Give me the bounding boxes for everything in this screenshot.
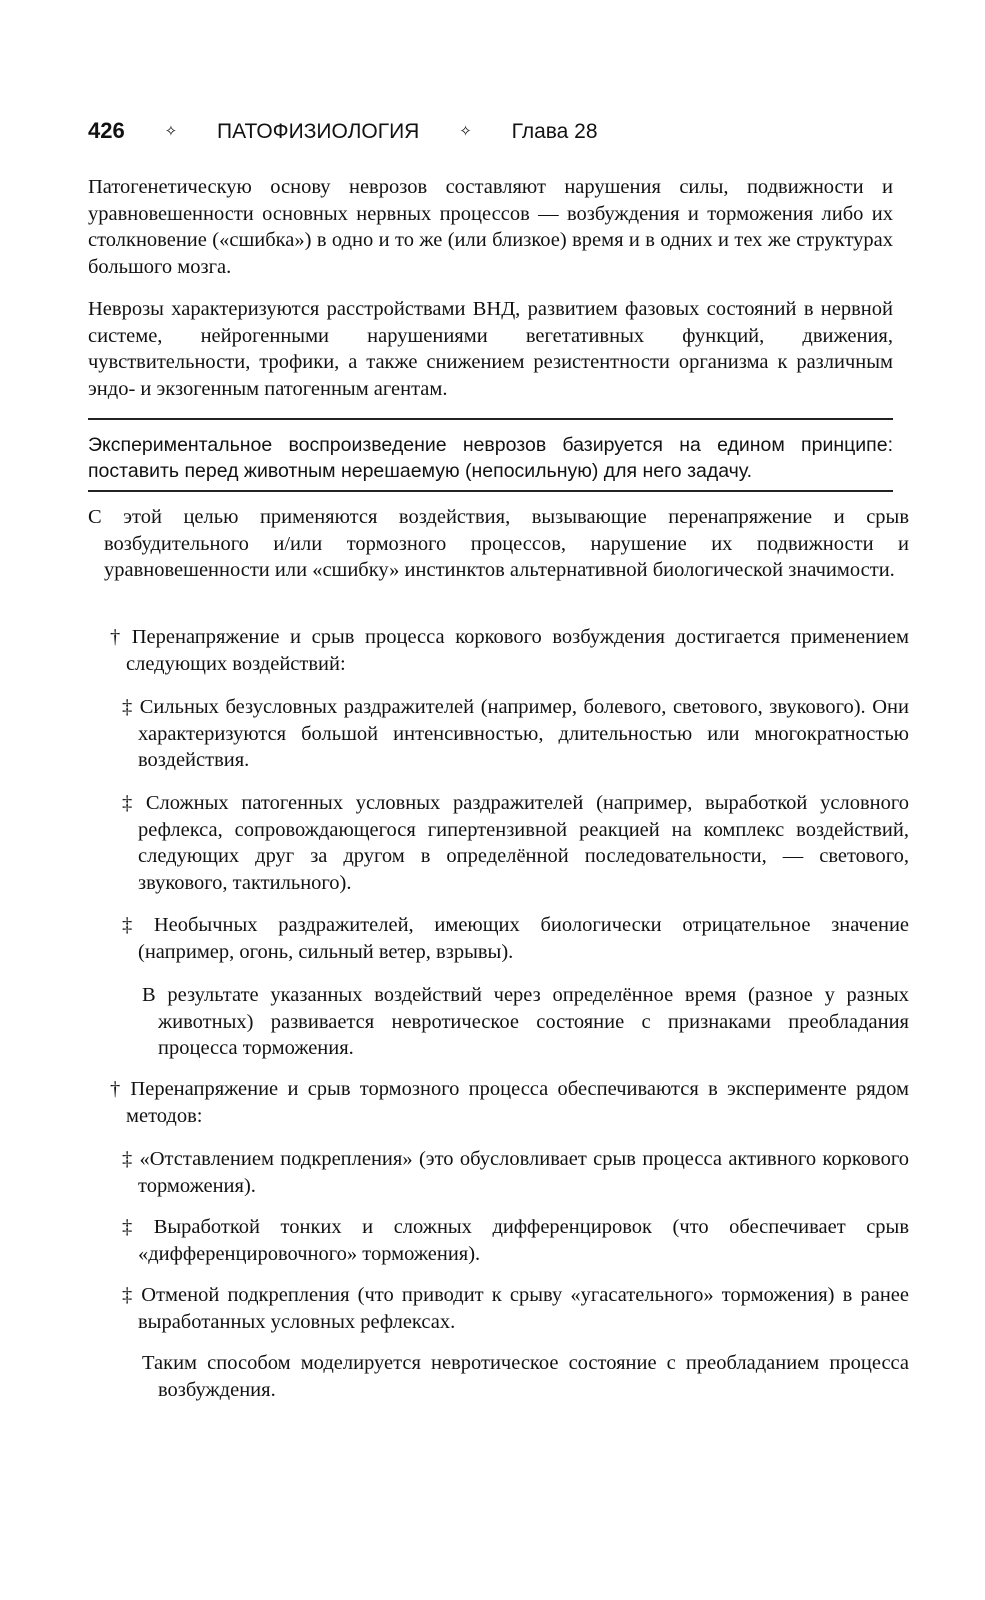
book-title: ПАТОФИЗИОЛОГИЯ (216, 120, 420, 143)
list2-item (122, 1146, 909, 1199)
double-dagger-marker: ‡ (122, 696, 134, 718)
running-header (88, 118, 893, 145)
double-dagger-marker: ‡ (122, 1284, 136, 1306)
double-dagger-marker: ‡ (122, 914, 148, 936)
list1-item (122, 912, 909, 965)
double-dagger-marker: ‡ (122, 792, 140, 814)
list1-item (122, 694, 909, 774)
chapter-label: Глава 28 (511, 120, 598, 143)
list2-conclusion: Таким способом моделируется невротическое состояние с преобладанием процесса возбуждения. (142, 1352, 909, 1401)
list2-intro-text: Перенапряжение и срыв тормозного процесса обеспечиваются в эксперименте рядом методов: (126, 1078, 910, 1127)
list1-item-text: Сильных безусловных раздражителей (например, болевого, светового, звукового). Они характеризуются большой интенсивностью, длительностью или многократностью воздействия. (138, 696, 910, 771)
dagger-marker: † (110, 1078, 125, 1100)
highlight-box (88, 418, 893, 492)
double-dagger-marker: ‡ (122, 1148, 134, 1170)
list1-item-text: Сложных патогенных условных раздражителей (например, выработкой условного рефлекса, сопровождающегося гипертензивной реакцией на комплекс воздействий, следующих друг за другом в определённой последовательности, — светового, звукового, тактильного). (138, 792, 910, 894)
paragraph-methods: С этой целью применяются воздействия, вызывающие перенапряжение и срыв возбудительного и/или тормозного процессов, нарушение их подвижности и уравновешенности или «сшибку» инстинктов альтернативной биологической значимости. (88, 506, 909, 581)
page-number: 426 (88, 118, 125, 143)
list1-item-text: Необычных раздражителей, имеющих биологически отрицательное значение (например, огонь, сильный ветер, взрывы). (138, 914, 910, 963)
dagger-marker: † (110, 626, 126, 648)
double-dagger-marker: ‡ (122, 1216, 148, 1238)
separator-diamond-icon: ✧ (459, 123, 472, 140)
separator-diamond-icon: ✧ (164, 123, 178, 140)
paragraph-pathogenesis: Патогенетическую основу неврозов составляют нарушения силы, подвижности и уравновешенности основных нервных процессов — возбуждения и торможения либо их столкновение («сшибка») в одно и то же (или близкое) время и в одних и тех же структурах большого мозга. (88, 176, 893, 278)
highlight-text: Экспериментальное воспроизведение неврозов базируется на едином принципе: поставить перед животным нерешаемую (непосильную) для него задачу. (88, 434, 893, 482)
list2-item-text: Выработкой тонких и сложных дифференцировок (что обеспечивает срыв «дифференцировочного» торможения). (138, 1216, 910, 1265)
list1-intro (110, 624, 909, 677)
list1-conclusion: В результате указанных воздействий через определённое время (разное у разных животных) развивается невротическое состояние с признаками преобладания процесса торможения. (142, 984, 909, 1059)
list2-item-text: «Отставлением подкрепления» (это обусловливает срыв процесса активного коркового торможения). (138, 1148, 909, 1197)
paragraph-characteristics: Неврозы характеризуются расстройствами ВНД, развитием фазовых состояний в нервной системе, нейрогенными нарушениями вегетативных функций, движения, чувствительности, трофики, а также снижением резистентности организма к различным эндо- и экзогенным патогенным агентам. (88, 298, 893, 400)
list2-intro (110, 1076, 909, 1129)
list2-item (122, 1282, 909, 1335)
list1-intro-text: Перенапряжение и срыв процесса коркового возбуждения достигается применением следующих воздействий: (126, 626, 909, 675)
list2-item-text: Отменой подкрепления (что приводит к срыву «угасательного» торможения) в ранее выработанных условных рефлексах. (138, 1284, 910, 1333)
list1-item (122, 790, 909, 896)
list2-item (122, 1214, 909, 1267)
